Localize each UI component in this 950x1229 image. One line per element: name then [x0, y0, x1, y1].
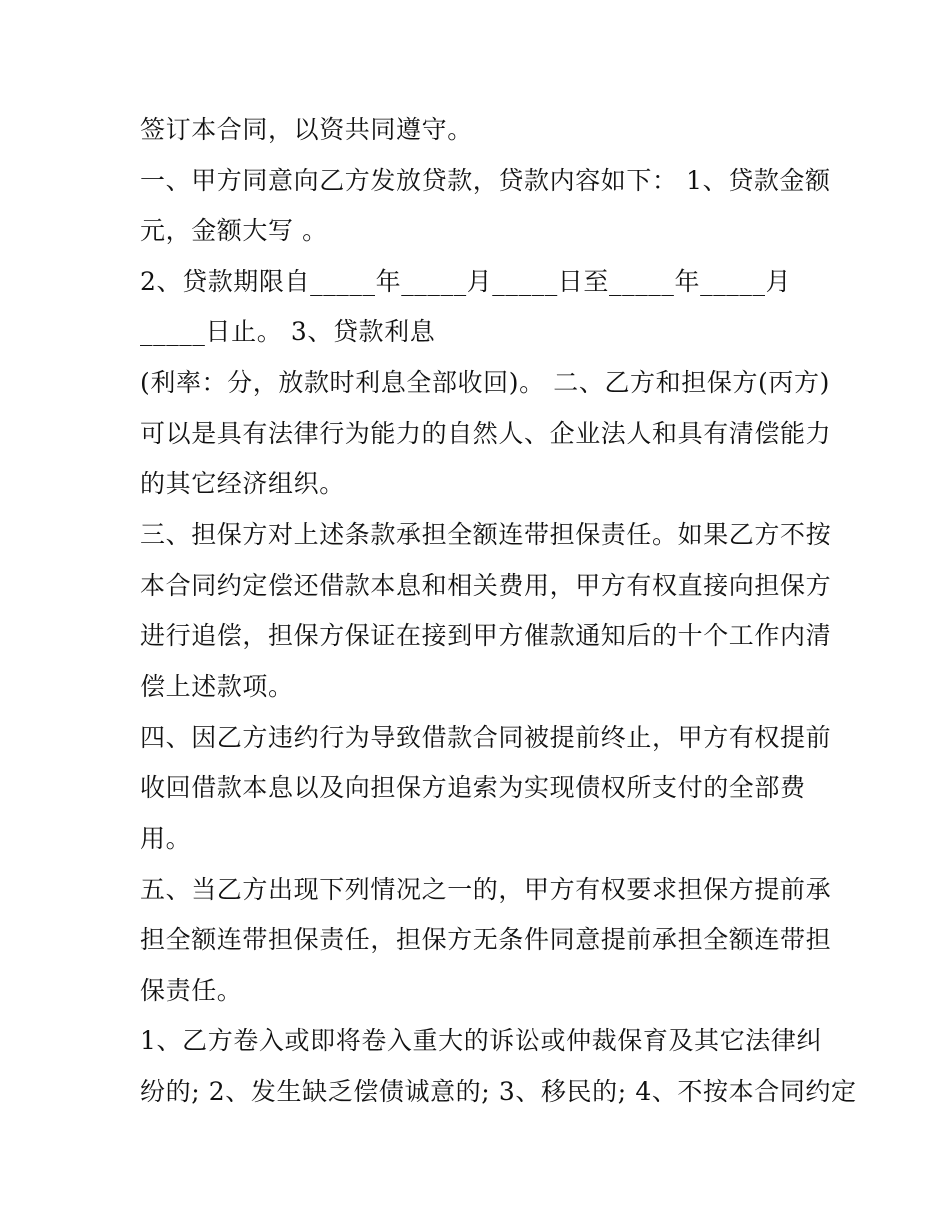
text-line: 担全额连带担保责任，担保方无条件同意提前承担全额连带担	[140, 925, 832, 954]
text-line: 纷的; 2、发生缺乏偿债诚意的; 3、移民的; 4、不按本合同约定	[140, 1077, 857, 1106]
text-line: _____日止。 3、贷款利息	[140, 317, 436, 346]
text-line: 进行追偿，担保方保证在接到甲方催款通知后的十个工作内清	[140, 621, 832, 650]
text-line: 签订本合同，以资共同遵守。	[140, 115, 473, 144]
text-line: 2、贷款期限自_____年_____月_____日至_____年_____月	[140, 267, 792, 296]
text-line: 三、担保方对上述条款承担全额连带担保责任。如果乙方不按	[140, 520, 832, 549]
text-line: 偿上述款项。	[140, 672, 294, 701]
text-line: 元，金额大写 。	[140, 216, 328, 245]
text-line: 五、当乙方出现下列情况之一的，甲方有权要求担保方提前承	[140, 875, 832, 904]
text-line: 1、乙方卷入或即将卷入重大的诉讼或仲裁保育及其它法律纠	[140, 1026, 823, 1055]
text-line: 四、因乙方违约行为导致借款合同被提前终止，甲方有权提前	[140, 723, 832, 752]
text-line: 用。	[140, 824, 192, 853]
text-line: 收回借款本息以及向担保方追索为实现债权所支付的全部费	[140, 773, 806, 802]
text-line: 本合同约定偿还借款本息和相关费用，甲方有权直接向担保方	[140, 571, 832, 600]
text-line: 保责任。	[140, 976, 243, 1005]
text-line: 可以是具有法律行为能力的自然人、企业法人和具有清偿能力	[140, 419, 832, 448]
text-line: (利率：分，放款时利息全部收回)。 二、乙方和担保方(丙方)	[140, 368, 830, 397]
text-line: 的其它经济组织。	[140, 469, 345, 498]
text-line: 一、甲方同意向乙方发放贷款，贷款内容如下： 1、贷款金额	[140, 166, 831, 195]
